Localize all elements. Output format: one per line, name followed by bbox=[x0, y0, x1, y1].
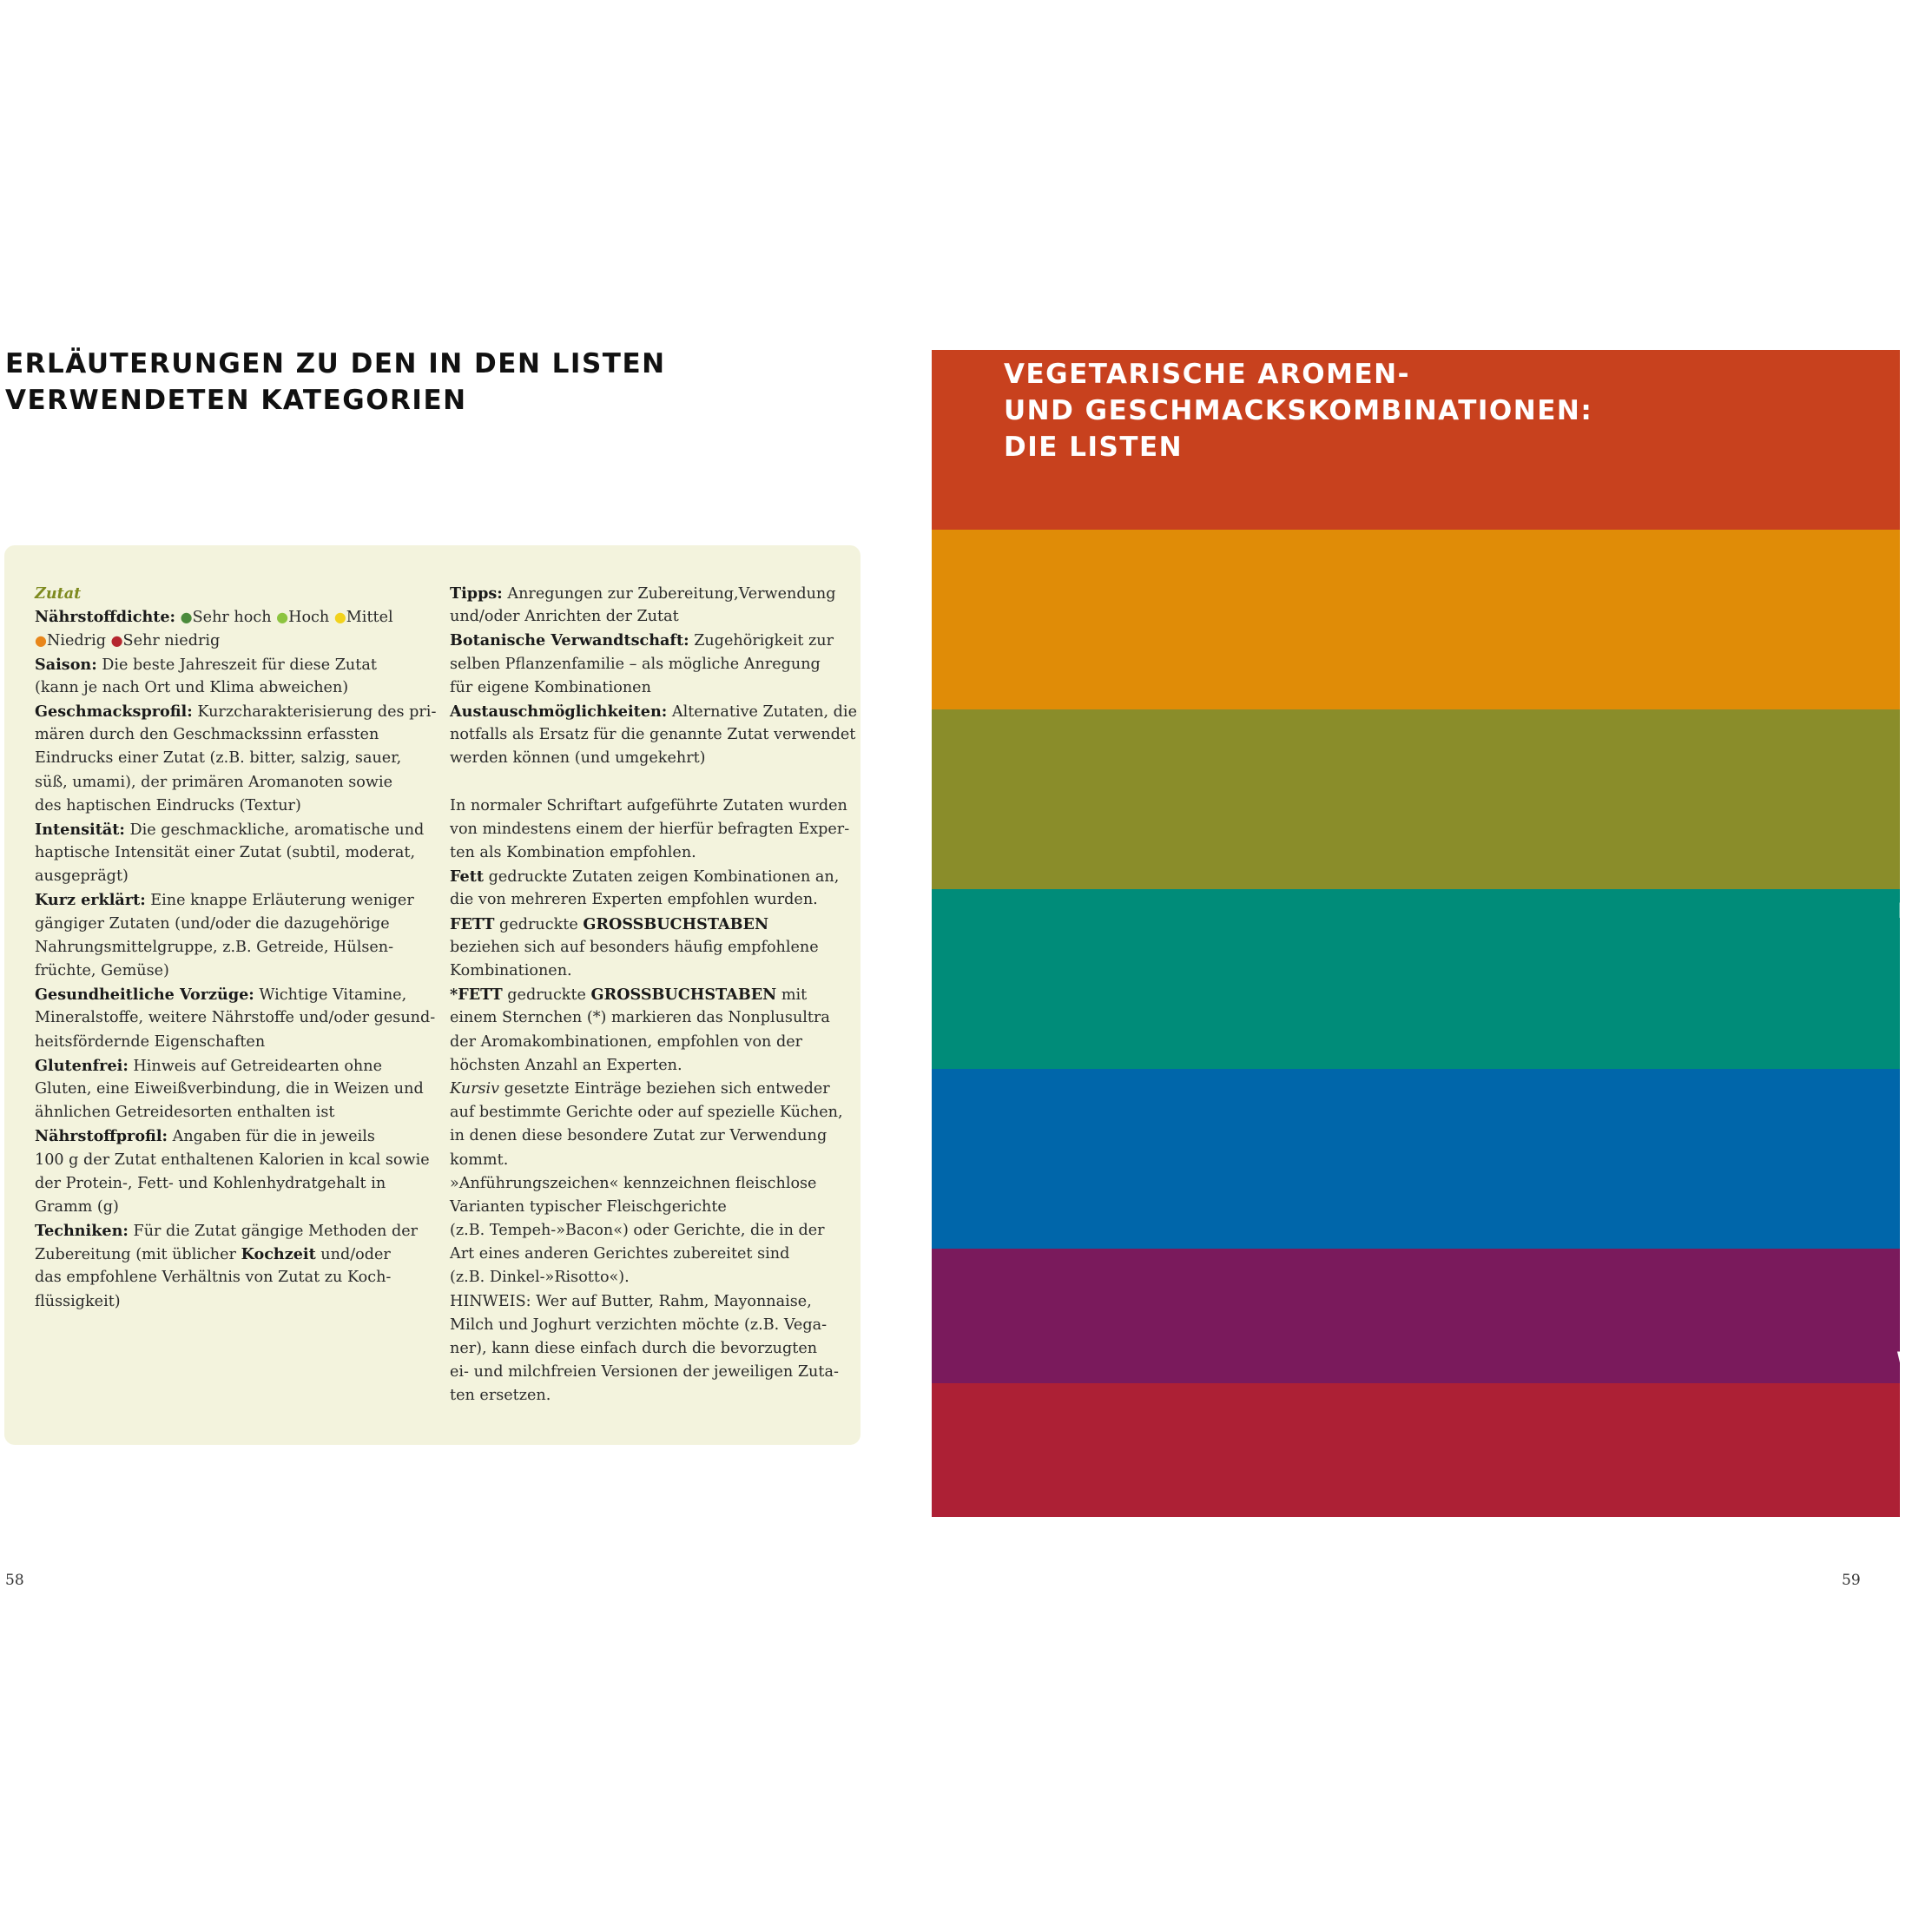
text-line: Art eines anderen Gerichtes zubereitet sind bbox=[450, 1245, 790, 1263]
alphabet-letter-l[interactable]: L bbox=[1901, 854, 1916, 879]
alphabet-letter-r[interactable]: R bbox=[1900, 1123, 1916, 1148]
text-line: Kursiv gesetzte Einträge beziehen sich entweder bbox=[450, 1079, 830, 1098]
text-line: das empfohlene Verhältnis von Zutat zu Koch- bbox=[35, 1269, 392, 1287]
color-band-6 bbox=[932, 1249, 1900, 1383]
density-line-1 bbox=[35, 605, 436, 629]
text-line: kommt. bbox=[450, 1151, 509, 1169]
left-page-heading bbox=[5, 346, 874, 419]
text-line: *FETT gedruckte GROSSBUCHSTABEN mit bbox=[450, 986, 808, 1005]
text-line: HINWEIS: Wer auf Butter, Rahm, Mayonnaise, bbox=[450, 1292, 812, 1310]
text-line: Kombinationen. bbox=[450, 962, 572, 979]
right-heading-line-2: UND GESCHMACKSKOMBINATIONEN: bbox=[1004, 395, 1593, 426]
text-line: die von mehreren Experten empfohlen wurden. bbox=[450, 891, 818, 909]
text-line: ten als Kombination empfohlen. bbox=[450, 844, 696, 862]
text-line: Eindrucks einer Zutat (z.B. bitter, salzig, sauer, bbox=[35, 749, 402, 768]
text-line: Techniken: Für die Zutat gängige Methoden der bbox=[35, 1222, 419, 1241]
alphabet-letter-w[interactable]: W bbox=[1896, 1347, 1920, 1372]
text-line: einem Sternchen (*) markieren das Nonplusultra bbox=[450, 1009, 830, 1027]
text-line: früchte, Gemüse) bbox=[35, 962, 169, 979]
text-line: Kurz erklärt: Eine knappe Erläuterung weniger bbox=[35, 891, 414, 910]
text-line: Zubereitung (mit üblicher Kochzeit und/oder bbox=[35, 1245, 391, 1264]
text-line: des haptischen Eindrucks (Textur) bbox=[35, 796, 301, 814]
text-line: Fett gedruckte Zutaten zeigen Kombinationen an, bbox=[450, 867, 840, 887]
alphabet-letter-o[interactable]: O bbox=[1899, 988, 1917, 1013]
color-band-4 bbox=[932, 889, 1900, 1069]
alphabet-letter-u[interactable]: U bbox=[1899, 1257, 1917, 1283]
text-line: ei- und milchfreien Versionen der jeweiligen Zuta- bbox=[450, 1363, 839, 1381]
alphabet-letter-g[interactable]: G bbox=[1899, 629, 1917, 654]
alphabet-letter-b[interactable]: B bbox=[1900, 405, 1916, 430]
alphabet-letter-v[interactable]: V bbox=[1900, 1302, 1916, 1328]
text-line: von mindestens einem der hierfür befragten Exper- bbox=[450, 820, 850, 838]
text-line: und/oder Anrichten der Zutat bbox=[450, 608, 679, 626]
density-line-2 bbox=[35, 629, 436, 652]
legend-column-2 bbox=[450, 582, 857, 1408]
text-line: mären durch den Geschmackssinn erfassten bbox=[35, 726, 379, 744]
text-line: in denen diese besondere Zutat zur Verwendung bbox=[450, 1127, 828, 1145]
color-band-3 bbox=[932, 709, 1900, 889]
text-line: Nährstoffprofil: Angaben für die in jeweils bbox=[35, 1127, 375, 1146]
text-line: beziehen sich auf besonders häufig empfohlene bbox=[450, 938, 819, 956]
level-very-low: Sehr niedrig bbox=[122, 632, 221, 650]
alphabet-letter-d[interactable]: D bbox=[1899, 494, 1917, 519]
text-line: auf bestimmte Gerichte oder auf spezielle Küchen, bbox=[450, 1104, 843, 1122]
alphabet-letter-m[interactable]: M bbox=[1897, 899, 1919, 924]
text-line: flüssigkeit) bbox=[35, 1292, 121, 1310]
dot-high-icon: ● bbox=[276, 609, 289, 626]
alphabet-letter-s[interactable]: S bbox=[1900, 1168, 1916, 1193]
alphabet-letter-p[interactable]: P bbox=[1900, 1033, 1916, 1058]
text-line: Saison: Die beste Jahreszeit für diese Zutat bbox=[35, 655, 377, 674]
alphabet-letter-x[interactable]: X bbox=[1900, 1392, 1916, 1417]
text-line: Tipps: Anregungen zur Zubereitung,Verwendung bbox=[450, 584, 836, 603]
level-very-high: Sehr hoch bbox=[192, 609, 272, 627]
left-heading-line-1: ERLÄUTERUNGEN ZU DEN IN DEN LISTEN bbox=[5, 348, 666, 379]
alphabet-letter-j[interactable]: J bbox=[1904, 764, 1912, 789]
text-line: ausgeprägt) bbox=[35, 867, 129, 886]
text-line: Milch und Joghurt verzichten möchte (z.B. Vega- bbox=[450, 1315, 828, 1334]
right-heading-line-3: DIE LISTEN bbox=[1004, 432, 1184, 463]
text-line: Austauschmöglichkeiten: Alternative Zutaten, die bbox=[450, 702, 857, 721]
text-line: (z.B. Tempeh-»Bacon«) oder Gerichte, die in der bbox=[450, 1222, 825, 1240]
text-line: selben Pflanzenfamilie – als mögliche Anregung bbox=[450, 655, 821, 673]
text-line: ähnlichen Getreidesorten enthalten ist bbox=[35, 1104, 335, 1122]
zutat-label: Zutat bbox=[35, 584, 82, 603]
alphabet-letter-t[interactable]: T bbox=[1901, 1212, 1916, 1237]
page-number-right: 59 bbox=[1842, 1572, 1861, 1589]
text-line: gängiger Zutaten (und/oder die dazugehörige bbox=[35, 914, 390, 933]
text-line: für eigene Kombinationen bbox=[450, 678, 651, 696]
alphabet-letter-h[interactable]: H bbox=[1899, 674, 1917, 699]
level-medium: Mittel bbox=[346, 609, 393, 627]
alphabet-letter-i[interactable]: I bbox=[1904, 719, 1912, 744]
text-line: Gluten, eine Eiweißverbindung, die in Weizen und bbox=[35, 1079, 424, 1098]
text-line: Gesundheitliche Vorzüge: Wichtige Vitamine, bbox=[35, 986, 407, 1005]
text-line: Geschmacksprofil: Kurzcharakterisierung des pri- bbox=[35, 702, 437, 721]
text-line: süß, umami), der primären Aromanoten sowie bbox=[35, 773, 392, 791]
text-line: FETT gedruckte GROSSBUCHSTABEN bbox=[450, 914, 769, 933]
right-page-heading bbox=[1004, 356, 1698, 465]
dot-very-low-icon: ● bbox=[110, 632, 123, 649]
text-line: Botanische Verwandtschaft: Zugehörigkeit zur bbox=[450, 631, 834, 650]
text-line: In normaler Schriftart aufgeführte Zutaten wurden bbox=[450, 796, 847, 814]
color-band-7 bbox=[932, 1383, 1900, 1517]
text-line: Glutenfrei: Hinweis auf Getreidearten ohne bbox=[35, 1056, 382, 1075]
text-line bbox=[450, 771, 857, 795]
alphabet-letter-k[interactable]: K bbox=[1900, 808, 1916, 834]
legend-box bbox=[4, 545, 860, 1445]
alphabet-index bbox=[1893, 350, 1923, 1517]
text-line: werden können (und umgekehrt) bbox=[450, 749, 706, 768]
text-line: 100 g der Zutat enthaltenen Kalorien in kcal sowie bbox=[35, 1151, 430, 1169]
text-line: Varianten typischer Fleischgerichte bbox=[450, 1197, 727, 1216]
alphabet-letter-e[interactable]: E bbox=[1901, 539, 1916, 564]
color-bands bbox=[932, 350, 1900, 1517]
page-number-left: 58 bbox=[5, 1572, 24, 1589]
text-line: Mineralstoffe, weitere Nährstoffe und/oder gesund- bbox=[35, 1009, 436, 1027]
text-line: »Anführungszeichen« kennzeichnen fleischlose bbox=[450, 1174, 817, 1192]
density-label: Nährstoffdichte: bbox=[35, 608, 176, 627]
right-heading-line-1: VEGETARISCHE AROMEN- bbox=[1004, 359, 1410, 390]
text-line: haptische Intensität einer Zutat (subtil, moderat, bbox=[35, 844, 416, 862]
alphabet-letter-f[interactable]: F bbox=[1901, 584, 1916, 610]
text-line: der Aromakombinationen, empfohlen von der bbox=[450, 1032, 803, 1051]
level-low: Niedrig bbox=[46, 632, 106, 650]
alphabet-letter-y[interactable]: Y bbox=[1900, 1437, 1916, 1462]
text-line: höchsten Anzahl an Experten. bbox=[450, 1056, 682, 1074]
alphabet-letter-z[interactable]: Z bbox=[1900, 1482, 1916, 1507]
legend-column-1 bbox=[35, 582, 436, 1314]
alphabet-letter-q[interactable]: Q bbox=[1899, 1078, 1917, 1103]
text-line: Intensität: Die geschmackliche, aromatische und bbox=[35, 820, 425, 839]
text-line: (kann je nach Ort und Klima abweichen) bbox=[35, 678, 349, 696]
color-band-2 bbox=[932, 530, 1900, 709]
text-line: ten ersetzen. bbox=[450, 1387, 551, 1405]
alphabet-letter-n[interactable]: N bbox=[1899, 943, 1917, 968]
dot-low-icon: ● bbox=[35, 632, 47, 649]
level-high: Hoch bbox=[288, 609, 330, 627]
dot-medium-icon: ● bbox=[333, 609, 346, 626]
alphabet-letter-c[interactable]: C bbox=[1900, 450, 1916, 475]
alphabet-letter-a[interactable]: A bbox=[1900, 359, 1916, 385]
text-line: heitsfördernde Eigenschaften bbox=[35, 1032, 266, 1051]
text-line: (z.B. Dinkel-»Risotto«). bbox=[450, 1269, 630, 1287]
text-line: der Protein-, Fett- und Kohlenhydratgehalt in bbox=[35, 1174, 386, 1192]
text-line: Nahrungsmittelgruppe, z.B. Getreide, Hülsen- bbox=[35, 938, 394, 956]
dot-very-high-icon: ● bbox=[180, 609, 193, 626]
text-line: notfalls als Ersatz für die genannte Zutat verwendet bbox=[450, 726, 856, 744]
color-band-5 bbox=[932, 1069, 1900, 1249]
text-line: ner), kann diese einfach durch die bevorzugten bbox=[450, 1340, 818, 1357]
left-heading-line-2: VERWENDETEN KATEGORIEN bbox=[5, 385, 467, 416]
text-line: Gramm (g) bbox=[35, 1197, 119, 1216]
